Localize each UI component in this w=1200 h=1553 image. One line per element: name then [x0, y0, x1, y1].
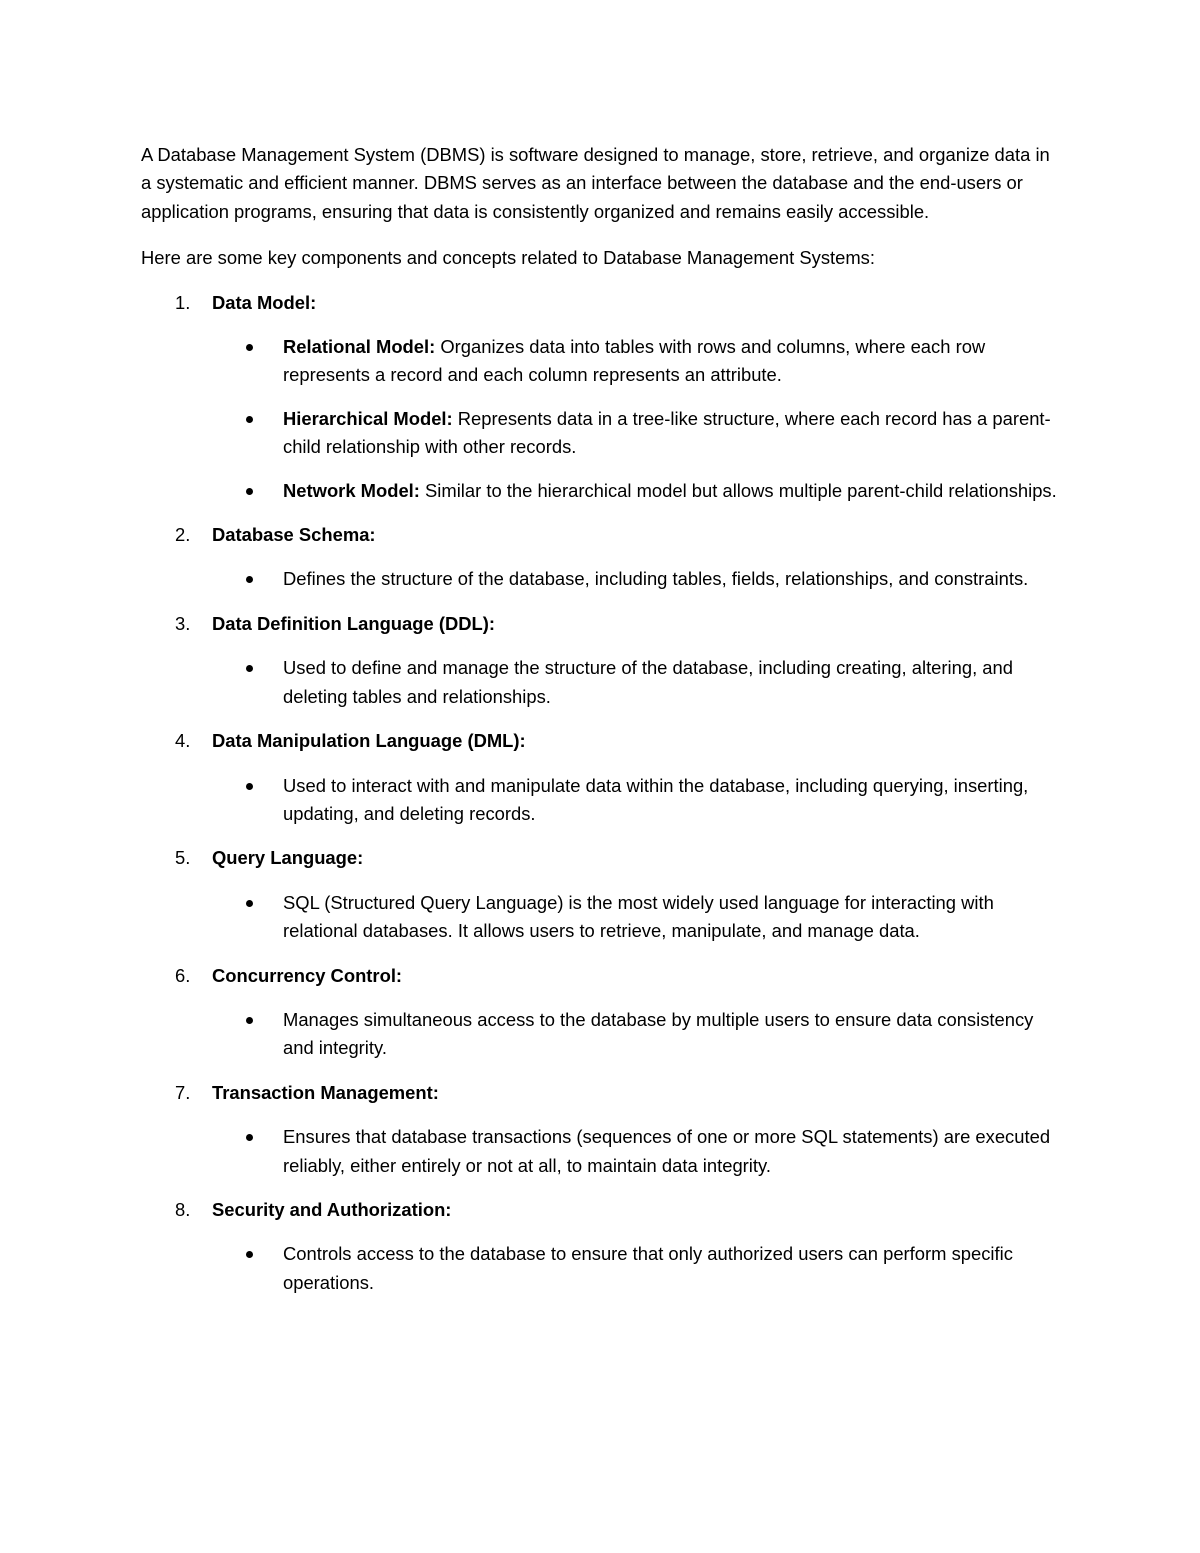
bullet-icon [246, 1134, 253, 1141]
bullet-text: Defines the structure of the database, including tables, fields, relationships, and constraints. [283, 568, 1029, 590]
bullet-text: Used to define and manage the structure of the database, including creating, altering, and deleting tables and relationships. [283, 657, 1013, 707]
bullet-text: Controls access to the database to ensure that only authorized users can perform specific operations. [283, 1243, 1013, 1293]
section-title: Data Definition Language (DDL): [212, 612, 495, 634]
bullet-text: Ensures that database transactions (sequences of one or more SQL statements) are executed reliably, either entirely or not at all, to maintain data integrity. [283, 1126, 1051, 1176]
bullet-text: Manages simultaneous access to the database by multiple users to ensure data consistency and integrity. [283, 1008, 1034, 1059]
bullet-text: Similar to the hierarchical model but allows multiple parent-child relationships. [419, 479, 1057, 501]
section-title: Database Schema: [212, 524, 376, 546]
bullet-icon [246, 416, 253, 423]
list-number: 6. [175, 964, 191, 986]
bullet-list [212, 889, 1061, 946]
bullet-list [212, 772, 1061, 829]
section-title: Transaction Management: [212, 1081, 439, 1103]
bullet-item [212, 1123, 1061, 1180]
bullet-item [212, 772, 1061, 829]
bullet-term: Relational Model: [283, 336, 436, 358]
list-number: 3. [175, 612, 191, 634]
bullet-icon [246, 665, 253, 672]
lead-in-paragraph: Here are some key components and concepts related to Database Management Systems: [141, 247, 875, 269]
bullet-list [212, 654, 1061, 711]
bullet-term: Hierarchical Model: [283, 407, 453, 429]
section-title: Concurrency Control: [212, 964, 403, 986]
bullet-item [212, 889, 1061, 946]
bullet-text: Organizes data into tables with rows and columns, where each row represents a record and each column represents an attribute. [283, 336, 986, 386]
list-section [141, 521, 1061, 594]
bullet-list [212, 1240, 1061, 1297]
document-body [141, 141, 1061, 1313]
list-number: 1. [175, 291, 191, 313]
bullet-item [212, 405, 1061, 462]
list-section [141, 844, 1061, 945]
bullet-icon [246, 783, 253, 790]
list-number: 2. [175, 524, 191, 546]
list-number: 5. [175, 847, 191, 869]
section-title: Security and Authorization: [212, 1198, 452, 1220]
bullet-text: Used to interact with and manipulate data within the database, including querying, inserting, updating, and deleting records. [283, 774, 1029, 824]
list-number: 8. [175, 1198, 191, 1220]
bullet-text: Represents data in a tree-like structure, where each record has a parent-child relationship with other records. [283, 407, 1051, 458]
bullet-list [212, 1006, 1061, 1063]
bullet-icon [246, 900, 253, 907]
list-section [141, 289, 1061, 505]
bullet-item [212, 654, 1061, 711]
bullet-item [212, 333, 1061, 390]
bullet-text: SQL (Structured Query Language) is the most widely used language for interacting with relational databases. It allows users to retrieve, manipulate, and manage data. [283, 891, 994, 942]
numbered-list [141, 289, 1061, 1298]
bullet-icon [246, 488, 253, 495]
intro-paragraph: A Database Management System (DBMS) is software designed to manage, store, retrieve, and organize data in a systematic and efficient manner. DBMS serves as an interface between the database and the end-users or application programs, ensuring that data is consistently organized and remains easily accessible. [141, 144, 1050, 222]
bullet-item [212, 1006, 1061, 1063]
bullet-icon [246, 576, 253, 583]
list-section [141, 610, 1061, 711]
list-number: 4. [175, 730, 191, 752]
list-number: 7. [175, 1081, 191, 1103]
section-title: Query Language: [212, 847, 364, 869]
bullet-list [212, 333, 1061, 505]
bullet-item [212, 565, 1061, 593]
bullet-list [212, 565, 1061, 593]
bullet-item [212, 477, 1061, 505]
section-title: Data Model: [212, 291, 317, 313]
list-section [141, 1079, 1061, 1180]
bullet-icon [246, 1017, 253, 1024]
bullet-term: Network Model: [283, 479, 420, 501]
list-section [141, 962, 1061, 1063]
bullet-icon [246, 344, 253, 351]
bullet-item [212, 1240, 1061, 1297]
list-section [141, 727, 1061, 828]
list-section [141, 1196, 1061, 1297]
bullet-icon [246, 1251, 253, 1258]
bullet-list [212, 1123, 1061, 1180]
section-title: Data Manipulation Language (DML): [212, 730, 526, 752]
